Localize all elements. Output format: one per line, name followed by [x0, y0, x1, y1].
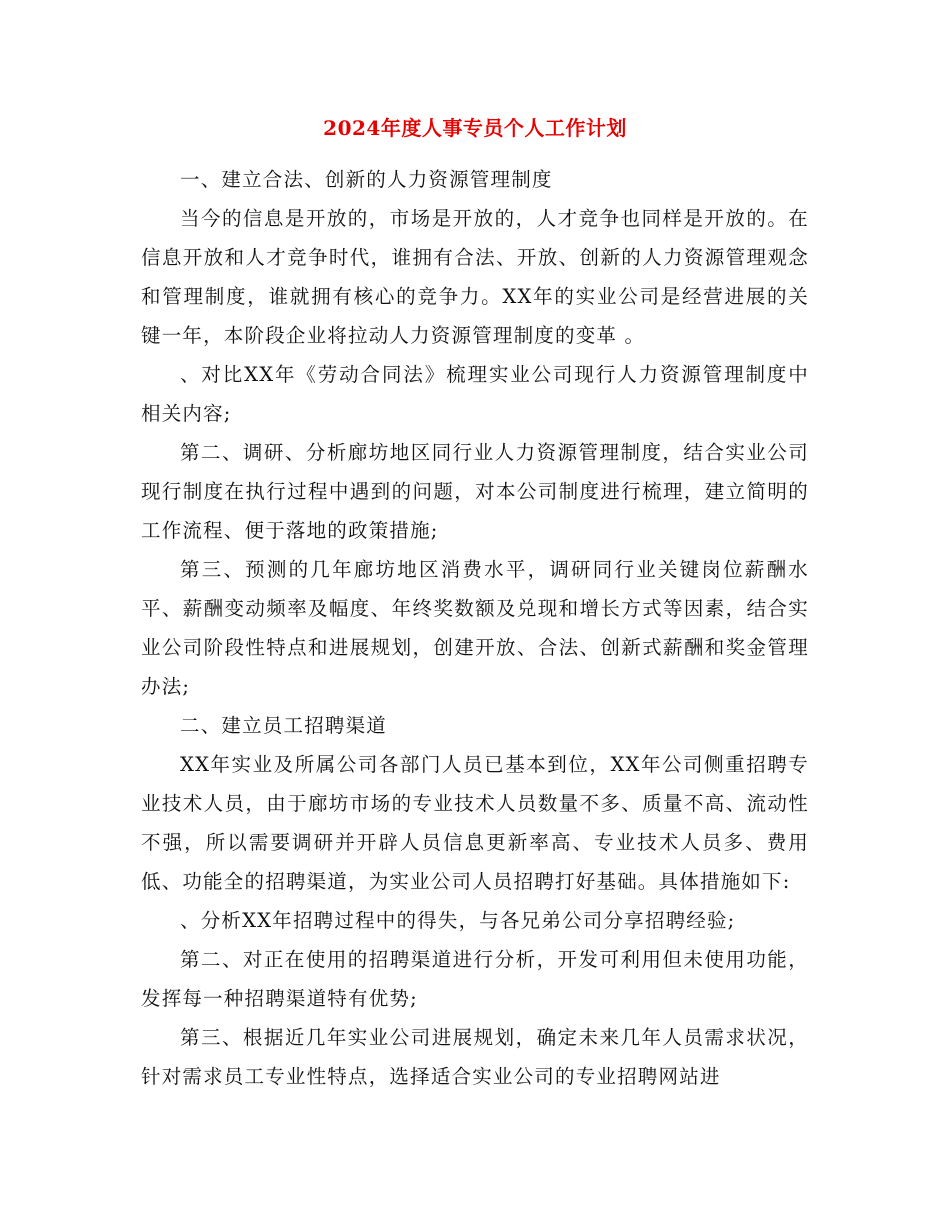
paragraph: 第三、根据近几年实业公司进展规划，确定未来几年人员需求状况，针对需求员工专业性特点，选择适合实业公司的专业招聘网站进 — [141, 1026, 809, 1088]
paragraph: 当今的信息是开放的，市场是开放的，人才竞争也同样是开放的。在信息开放和人才竞争时代，谁拥有合法、开放、创新的人力资源管理观念和管理制度，谁就拥有核心的竞争力。XX年的实业公司是经营进展的关键一年，本阶段企业将拉动人力资源管理制度的变革 。 — [141, 207, 809, 347]
paragraph: XX年实业及所属公司各部门人员已基本到位，XX年公司侧重招聘专业技术人员，由于廊坊市场的专业技术人员数量不多、质量不高、流动性不强，所以需要调研并开辟人员信息更新率高、专业技术人员多、费用低、功能全的招聘渠道，为实业公司人员招聘打好基础。具体措施如下: — [141, 753, 809, 893]
section-heading-2: 二、建立员工招聘渠道 — [180, 714, 388, 737]
paragraph: 第二、调研、分析廊坊地区同行业人力资源管理制度，结合实业公司现行制度在执行过程中遇到的问题，对本公司制度进行梳理，建立简明的工作流程、便于落地的政策措施; — [141, 441, 809, 542]
paragraph: 、分析XX年招聘过程中的得失，与各兄弟公司分享招聘经验; — [180, 909, 736, 932]
document-title: 2024年度人事专员个人工作计划 — [323, 116, 627, 140]
section-heading-1: 一、建立合法、创新的人力资源管理制度 — [180, 168, 553, 191]
paragraph: 第三、预测的几年廊坊地区消费水平，调研同行业关键岗位薪酬水平、薪酬变动频率及幅度、年终奖数额及兑现和增长方式等因素，结合实业公司阶段性特点和进展规划，创建开放、合法、创新式薪酬和奖金管理办法; — [141, 558, 809, 698]
document-body — [141, 160, 809, 1096]
paragraph: 第二、对正在使用的招聘渠道进行分析，开发可利用但未使用功能，发挥每一种招聘渠道特有优势; — [141, 948, 809, 1010]
paragraph: 、对比XX年《劳动合同法》梳理实业公司现行人力资源管理制度中相关内容; — [141, 363, 809, 425]
